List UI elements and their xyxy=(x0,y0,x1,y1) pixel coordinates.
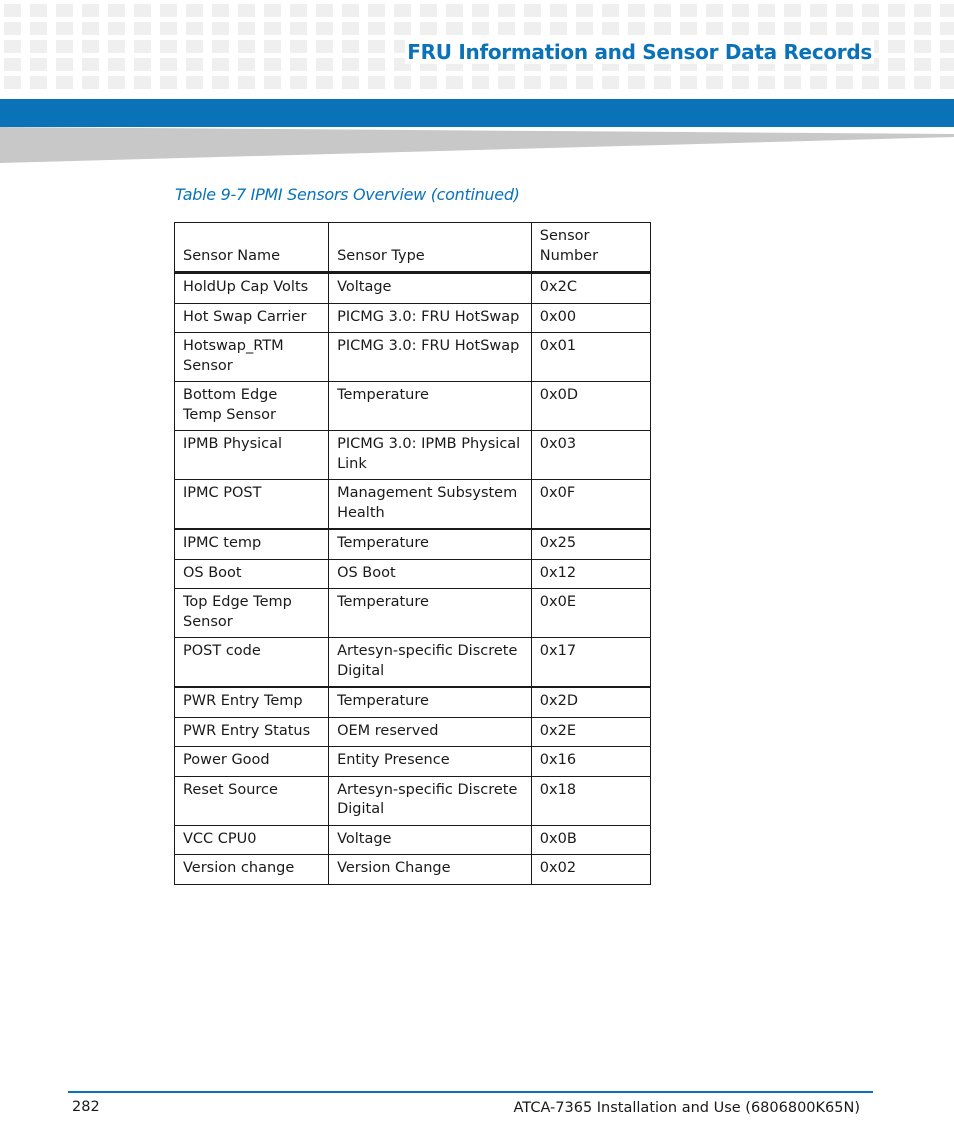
header-tile xyxy=(810,22,827,35)
header-tile xyxy=(186,76,203,89)
header-tile xyxy=(342,22,359,35)
table-row xyxy=(175,825,651,855)
header-tile xyxy=(56,58,73,71)
cell-sensor-name: Version change xyxy=(175,855,329,885)
header-tile xyxy=(264,58,281,71)
header-tile xyxy=(264,4,281,17)
table-row xyxy=(175,638,651,688)
table-row xyxy=(175,589,651,638)
section-title: FRU Information and Sensor Data Records xyxy=(407,40,872,64)
header-tile xyxy=(212,40,229,53)
header-tile xyxy=(706,4,723,17)
header-tile xyxy=(108,58,125,71)
header-tile xyxy=(30,22,47,35)
table-row xyxy=(175,431,651,480)
cell-sensor-name: IPMC POST xyxy=(175,480,329,530)
header-tile xyxy=(4,58,21,71)
header-tile xyxy=(914,22,931,35)
cell-sensor-name: OS Boot xyxy=(175,559,329,589)
header-tile xyxy=(212,4,229,17)
column-header-sensor-type: Sensor Type xyxy=(329,223,532,273)
cell-sensor-type: Artesyn-specific Discrete Digital xyxy=(329,638,532,688)
header-tile xyxy=(784,4,801,17)
header-tile xyxy=(862,76,879,89)
header-tile xyxy=(758,4,775,17)
header-tile xyxy=(524,76,541,89)
cell-sensor-number: 0x03 xyxy=(531,431,650,480)
cell-sensor-type: Temperature xyxy=(329,589,532,638)
header-tile xyxy=(394,76,411,89)
header-tile xyxy=(758,22,775,35)
header-tile xyxy=(134,40,151,53)
cell-sensor-type: OEM reserved xyxy=(329,717,532,747)
cell-sensor-name: POST code xyxy=(175,638,329,688)
header-tile xyxy=(160,76,177,89)
header-tile xyxy=(30,76,47,89)
header-tile xyxy=(4,4,21,17)
column-header-sensor-name: Sensor Name xyxy=(175,223,329,273)
header-tile xyxy=(680,76,697,89)
cell-sensor-number: 0x2E xyxy=(531,717,650,747)
header-tile xyxy=(342,40,359,53)
header-tile xyxy=(238,4,255,17)
header-tile xyxy=(940,40,954,53)
header-tile xyxy=(784,76,801,89)
cell-sensor-number: 0x0B xyxy=(531,825,650,855)
header-tile xyxy=(732,76,749,89)
header-tile xyxy=(524,22,541,35)
cell-sensor-number: 0x0E xyxy=(531,589,650,638)
header-tile xyxy=(30,4,47,17)
header-tile xyxy=(238,22,255,35)
header-tile xyxy=(810,4,827,17)
header-tile xyxy=(108,4,125,17)
header-tile xyxy=(654,22,671,35)
header-tile xyxy=(940,76,954,89)
header-tile xyxy=(368,58,385,71)
header-tile xyxy=(160,4,177,17)
header-tile xyxy=(56,40,73,53)
header-tile xyxy=(82,58,99,71)
header-tile xyxy=(732,22,749,35)
header-tile xyxy=(316,58,333,71)
cell-sensor-type: Temperature xyxy=(329,382,532,431)
header-tile xyxy=(264,40,281,53)
header-tile xyxy=(316,76,333,89)
cell-sensor-number: 0x17 xyxy=(531,638,650,688)
header-tile xyxy=(628,22,645,35)
header-tile xyxy=(602,76,619,89)
header-tile xyxy=(888,4,905,17)
header-tile xyxy=(420,22,437,35)
cell-sensor-type: Temperature xyxy=(329,529,532,559)
header-tile xyxy=(160,40,177,53)
header-tile xyxy=(472,4,489,17)
cell-sensor-name: HoldUp Cap Volts xyxy=(175,273,329,304)
cell-sensor-name: Top Edge Temp Sensor xyxy=(175,589,329,638)
header-tile xyxy=(940,58,954,71)
header-tile xyxy=(264,76,281,89)
header-tile xyxy=(888,58,905,71)
header-blue-band xyxy=(0,99,954,127)
header-tile xyxy=(134,58,151,71)
ipmi-sensors-table xyxy=(174,222,651,885)
cell-sensor-number: 0x2C xyxy=(531,273,650,304)
header-tile xyxy=(472,76,489,89)
table-row xyxy=(175,382,651,431)
header-tile xyxy=(836,76,853,89)
header-tile xyxy=(420,76,437,89)
header-tile xyxy=(446,76,463,89)
cell-sensor-type: Temperature xyxy=(329,687,532,717)
header-tile xyxy=(290,76,307,89)
header-tile xyxy=(368,4,385,17)
cell-sensor-type: OS Boot xyxy=(329,559,532,589)
header-tile xyxy=(56,76,73,89)
cell-sensor-type: Artesyn-specific Discrete Digital xyxy=(329,776,532,825)
header-tile xyxy=(706,76,723,89)
header-tile xyxy=(394,22,411,35)
header-tile xyxy=(680,22,697,35)
header-tile xyxy=(498,76,515,89)
header-tile xyxy=(576,76,593,89)
header-tile xyxy=(576,22,593,35)
column-header-sensor-number-text: Sensor Number xyxy=(539,228,599,264)
header-tile xyxy=(394,4,411,17)
header-tile xyxy=(446,4,463,17)
table-row xyxy=(175,776,651,825)
header-tile xyxy=(186,4,203,17)
cell-sensor-type: Entity Presence xyxy=(329,747,532,777)
cell-sensor-type: PICMG 3.0: FRU HotSwap xyxy=(329,303,532,333)
header-tile xyxy=(160,22,177,35)
cell-sensor-number: 0x02 xyxy=(531,855,650,885)
header-tile xyxy=(602,22,619,35)
header-tile xyxy=(914,58,931,71)
table-row xyxy=(175,303,651,333)
table-row xyxy=(175,559,651,589)
header-tile xyxy=(940,22,954,35)
table-row xyxy=(175,529,651,559)
header-tile xyxy=(550,76,567,89)
header-tile xyxy=(888,22,905,35)
header-tile xyxy=(160,58,177,71)
header-tile xyxy=(862,22,879,35)
header-tile xyxy=(290,22,307,35)
table-row xyxy=(175,717,651,747)
table-row xyxy=(175,333,651,382)
table-row xyxy=(175,855,651,885)
header-tile xyxy=(212,58,229,71)
cell-sensor-name: IPMB Physical xyxy=(175,431,329,480)
cell-sensor-type: Voltage xyxy=(329,825,532,855)
header-tile xyxy=(316,4,333,17)
header-tile xyxy=(56,4,73,17)
header-tile xyxy=(914,4,931,17)
header-tile xyxy=(212,76,229,89)
table-row xyxy=(175,747,651,777)
header-tile xyxy=(602,4,619,17)
cell-sensor-number: 0x01 xyxy=(531,333,650,382)
header-tile xyxy=(238,58,255,71)
header-tile xyxy=(706,22,723,35)
cell-sensor-name: Power Good xyxy=(175,747,329,777)
header-tile xyxy=(30,40,47,53)
header-tile xyxy=(914,40,931,53)
header-tile xyxy=(290,4,307,17)
header-tile xyxy=(186,40,203,53)
header-tile xyxy=(264,22,281,35)
header-tile xyxy=(134,22,151,35)
header-tile xyxy=(56,22,73,35)
table-caption: Table 9-7 IPMI Sensors Overview (continued) xyxy=(175,185,520,204)
cell-sensor-number: 0x00 xyxy=(531,303,650,333)
header-tile xyxy=(446,22,463,35)
header-tile xyxy=(342,4,359,17)
header-tile xyxy=(4,22,21,35)
header-tile xyxy=(628,4,645,17)
header-tile xyxy=(576,4,593,17)
header-tile xyxy=(498,22,515,35)
header-tile xyxy=(342,76,359,89)
header-tile xyxy=(914,76,931,89)
header-tile xyxy=(680,4,697,17)
header-tile xyxy=(550,4,567,17)
column-header-sensor-number xyxy=(531,223,650,273)
table-row xyxy=(175,480,651,530)
cell-sensor-number: 0x18 xyxy=(531,776,650,825)
footer-rule xyxy=(68,1091,873,1093)
header-tile xyxy=(82,22,99,35)
page-number: 282 xyxy=(72,1099,100,1115)
header-tile xyxy=(524,4,541,17)
cell-sensor-type: PICMG 3.0: IPMB Physical Link xyxy=(329,431,532,480)
cell-sensor-name: PWR Entry Status xyxy=(175,717,329,747)
cell-sensor-number: 0x12 xyxy=(531,559,650,589)
header-tile xyxy=(732,4,749,17)
table-header-row xyxy=(175,223,651,273)
cell-sensor-number: 0x25 xyxy=(531,529,650,559)
header-tile xyxy=(654,76,671,89)
header-tile xyxy=(836,4,853,17)
header-tile xyxy=(836,22,853,35)
cell-sensor-type: Version Change xyxy=(329,855,532,885)
header-tile xyxy=(940,4,954,17)
table-row xyxy=(175,687,651,717)
document-title: ATCA-7365 Installation and Use (6806800K65N) xyxy=(513,1100,860,1116)
header-tile xyxy=(290,58,307,71)
header-tile xyxy=(134,4,151,17)
cell-sensor-type: Management Subsystem Health xyxy=(329,480,532,530)
header-tile xyxy=(368,40,385,53)
cell-sensor-name: IPMC temp xyxy=(175,529,329,559)
header-tile xyxy=(316,22,333,35)
header-tile xyxy=(108,76,125,89)
header-tile xyxy=(628,76,645,89)
cell-sensor-type: Voltage xyxy=(329,273,532,304)
header-tile xyxy=(82,76,99,89)
header-tile xyxy=(316,40,333,53)
cell-sensor-name: Hotswap_RTM Sensor xyxy=(175,333,329,382)
header-tile xyxy=(212,22,229,35)
header-tile xyxy=(186,58,203,71)
header-tile xyxy=(862,4,879,17)
table-row xyxy=(175,273,651,304)
cell-sensor-number: 0x0F xyxy=(531,480,650,530)
header-tile xyxy=(108,22,125,35)
header-tile xyxy=(888,40,905,53)
cell-sensor-name: PWR Entry Temp xyxy=(175,687,329,717)
cell-sensor-name: Reset Source xyxy=(175,776,329,825)
cell-sensor-name: Hot Swap Carrier xyxy=(175,303,329,333)
cell-sensor-number: 0x2D xyxy=(531,687,650,717)
header-tile xyxy=(420,4,437,17)
header-tile xyxy=(82,4,99,17)
header-tile xyxy=(810,76,827,89)
header-tile xyxy=(4,76,21,89)
header-tile xyxy=(238,76,255,89)
header-tile xyxy=(186,22,203,35)
header-tile xyxy=(30,58,47,71)
header-tile xyxy=(290,40,307,53)
header-tile xyxy=(342,58,359,71)
header-tile xyxy=(888,76,905,89)
cell-sensor-number: 0x0D xyxy=(531,382,650,431)
header-tile xyxy=(498,4,515,17)
header-tile xyxy=(108,40,125,53)
header-tile xyxy=(758,76,775,89)
header-tile xyxy=(550,22,567,35)
header-tile xyxy=(238,40,255,53)
header-tile xyxy=(4,40,21,53)
header-tile xyxy=(368,22,385,35)
header-tile xyxy=(654,4,671,17)
header-tile xyxy=(134,76,151,89)
cell-sensor-type: PICMG 3.0: FRU HotSwap xyxy=(329,333,532,382)
header-tile xyxy=(82,40,99,53)
cell-sensor-name: VCC CPU0 xyxy=(175,825,329,855)
header-gray-wedge xyxy=(0,127,954,163)
cell-sensor-name: Bottom Edge Temp Sensor xyxy=(175,382,329,431)
cell-sensor-number: 0x16 xyxy=(531,747,650,777)
header-tile xyxy=(368,76,385,89)
header-tile xyxy=(472,22,489,35)
header-tile xyxy=(784,22,801,35)
